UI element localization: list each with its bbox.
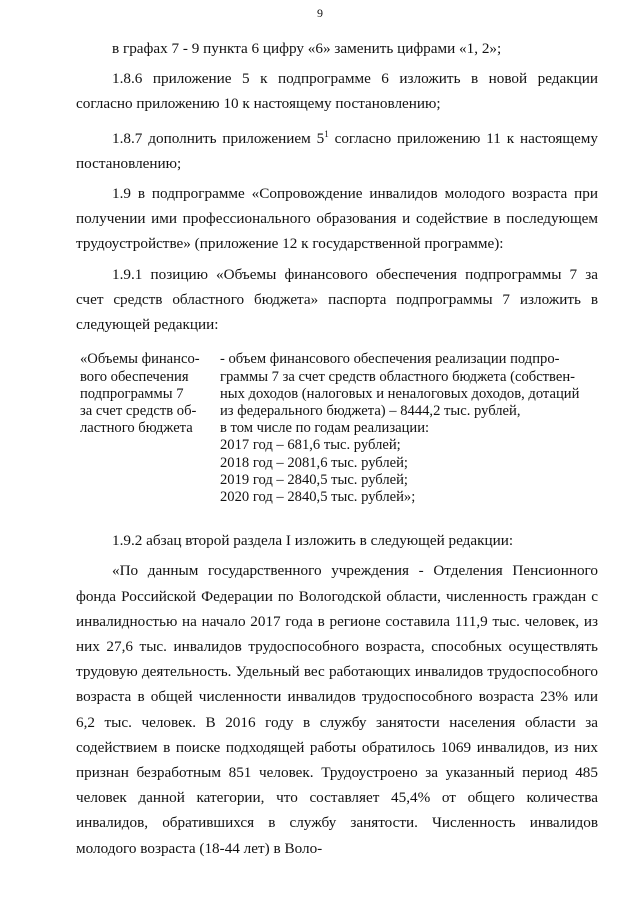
paragraph: 1.9.2 абзац второй раздела I изложить в следующей редакции: [112, 532, 514, 550]
table-left-column [76, 351, 220, 506]
paragraph: 1.8.6 приложение 5 к подпрограмме 6 изложить в новой редакции согласно приложению 10 к настоящему постановлению; [76, 70, 598, 113]
paragraph-text: согласно приложению 11 к настоящему постановлению; [76, 129, 598, 172]
table-right-line: в том числе по годам реализации: [220, 420, 430, 437]
paragraph: 1.9.1 позицию «Объемы финансового обеспечения подпрограммы 7 за счет средств областного бюджета» паспорта подпрограммы 7 изложить в следующей редакции: [76, 265, 598, 334]
table-right-line: 2018 год – 2081,6 тыс. рублей; [220, 454, 408, 471]
paragraph: 1.9 в подпрограмме «Сопровождение инвалидов молодого возраста при получении ими профессионального образования и содействие в последующем трудоустройстве» (приложение 12 к государственной программе): [76, 185, 598, 253]
table-left-line: «Объемы финансо- [80, 351, 200, 368]
table-left-line: ластного бюджета [80, 420, 193, 437]
table-right-line: из федерального бюджета) – 8444,2 тыс. рублей, [220, 402, 521, 419]
table-right-line: 2020 год – 2840,5 тыс. рублей»; [220, 488, 416, 505]
table-right-line: - объем финансового обеспечения реализации подпро- [220, 351, 560, 368]
table-right-line: 2019 год – 2840,5 тыс. рублей; [220, 471, 408, 488]
table-left-line: вого обеспечения [80, 368, 189, 385]
paragraph-text: 1.8.7 дополнить приложением 5 [112, 129, 325, 147]
page-number: 9 [317, 6, 323, 20]
table-right-line: ных доходов (налоговых и неналоговых доходов, дотаций [220, 385, 580, 402]
document-body [76, 36, 598, 866]
table-right-line: граммы 7 за счет средств областного бюджета (собствен- [220, 368, 576, 385]
superscript: 1 [324, 128, 329, 139]
paragraph [76, 122, 598, 176]
table-right-line: 2017 год – 681,6 тыс. рублей; [220, 437, 401, 454]
funding-table [76, 351, 598, 506]
paragraph: «По данным государственного учреждения - Отделения Пенсионного фонда Российской Федерации по Вологодской области, численность граждан с инвалидностью на начало 2017 года в регионе составила 111,9 тыс. человек, из них 27,6 тыс. инвалидов трудоспособного возраста, способных осуществлять трудовую деятельность. Удельный вес работающих инвалидов трудоспособного возраста в общей численности инвалидов трудоспособного возраста 23% или 6,2 тыс. человек. В 2016 году в службу занятости населения области за содействием в поиске подходящей работы обратилось 1069 инвалидов, из них признан безработным 851 человек. Трудоустроено за указанный период 485 человек данной категории, что составляет 45,4% от общего количества инвалидов, обратившихся в службу занятости. Численность инвалидов молодого возраста (18-44 лет) в Воло- [76, 562, 598, 857]
table-left-line: подпрограммы 7 [80, 385, 184, 402]
paragraph: в графах 7 - 9 пункта 6 цифру «6» заменить цифрами «1, 2»; [112, 40, 502, 57]
table-right-column [220, 351, 598, 506]
table-left-line: за счет средств об- [80, 402, 197, 419]
